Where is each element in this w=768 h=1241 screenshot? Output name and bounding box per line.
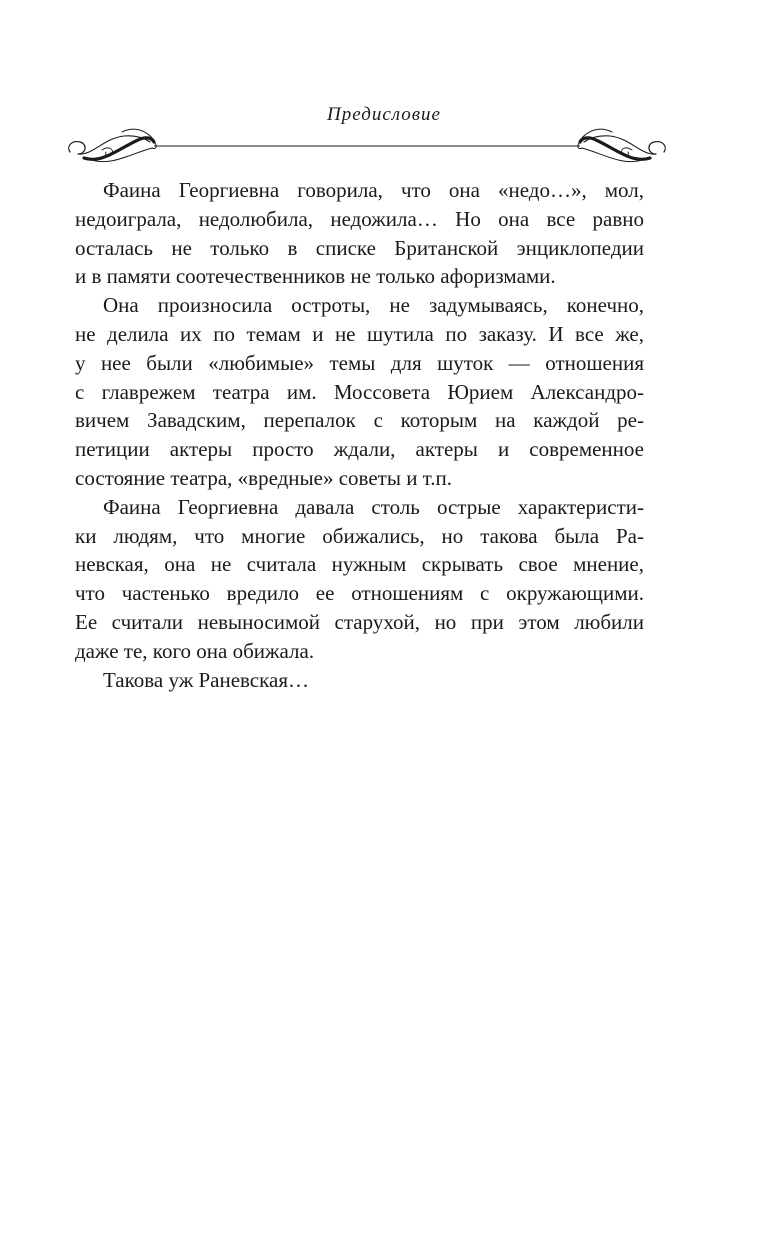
text-line: состояние театра, «вредные» советы и т.п. — [75, 465, 453, 490]
text-line: у нее были «любимые» темы для шуток — отношения — [75, 350, 644, 375]
text-line: Фаина Георгиевна давала столь острые характеристи- — [103, 494, 644, 519]
right-flourish-icon — [578, 129, 665, 161]
text-line: петиции актеры просто ждали, актеры и современное — [75, 437, 644, 462]
text-line: осталась не только в списке Британской энциклопедии — [75, 235, 644, 260]
body-text — [75, 176, 644, 694]
text-line: с главрежем театра им. Моссовета Юрием Александро- — [75, 379, 644, 404]
running-header: Предисловие — [327, 104, 441, 125]
text-line: Она произносила остроты, не задумываясь, конечно, — [103, 293, 644, 318]
text-line: Фаина Георгиевна говорила, что она «недо…», мол, — [103, 178, 644, 202]
text-line: Такова уж Раневская… — [103, 667, 309, 692]
ornamental-rule — [62, 126, 672, 170]
text-line: даже те, кого она обижала. — [75, 638, 315, 663]
text-line: невская, она не считала нужным скрывать свое мнение, — [75, 552, 644, 577]
text-line: недоиграла, недолюбила, недожила… Но она все равно — [75, 206, 644, 231]
text-line: ки людям, что многие обижались, но такова была Ра- — [75, 523, 644, 548]
text-line: и в памяти соотечественников не только афоризмами. — [75, 264, 556, 289]
left-flourish-icon — [69, 129, 156, 161]
text-line: вичем Завадским, перепалок с которым на каждой ре- — [75, 408, 644, 433]
text-line: Ее считали невыносимой старухой, но при этом любили — [75, 609, 644, 634]
text-line: не делила их по темам и не шутила по заказу. И все же, — [75, 321, 644, 346]
text-line: что частенько вредило ее отношениям с окружающими. — [75, 581, 644, 606]
